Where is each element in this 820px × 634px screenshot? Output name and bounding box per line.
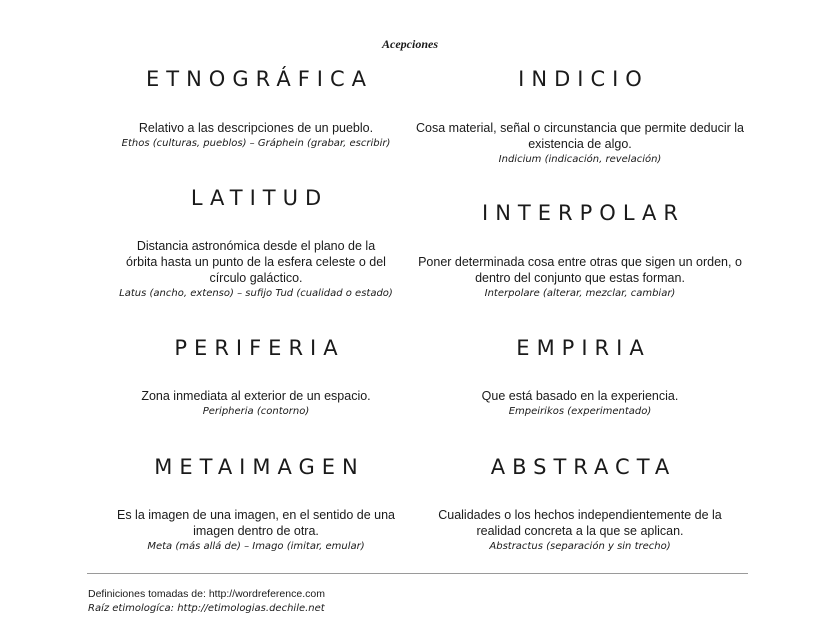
term-definition: Distancia astronómica desde el plano de la órbita hasta un punto de la esfera celeste o del círculo galáctico. xyxy=(126,239,386,285)
definitions-source: Definiciones tomadas de: http://wordreference.com xyxy=(88,588,325,600)
term-etymology: Indicium (indicación, revelación) xyxy=(498,154,662,165)
term-etymology: Interpolare (alterar, mezclar, cambiar) xyxy=(484,288,676,299)
term-etymology: Latus (ancho, extenso) – sufijo Tud (cualidad o estado) xyxy=(119,288,393,299)
term-title: METAIMAGEN xyxy=(154,455,365,479)
page-heading: Acepciones xyxy=(382,37,438,51)
term-etymology: Peripheria (contorno) xyxy=(202,406,310,417)
term-etymology: Meta (más allá de) – Imago (imitar, emular) xyxy=(147,541,365,552)
term-definition: Cosa material, señal o circunstancia que permite deducir la existencia de algo. xyxy=(416,121,744,151)
entry-latitud xyxy=(76,185,436,301)
term-title: ABSTRACTA xyxy=(490,455,677,479)
term-definition: Es la imagen de una imagen, en el sentido de una imagen dentro de otra. xyxy=(117,508,395,538)
term-definition: Cualidades o los hechos independientemente de la realidad concreta a la que se aplican. xyxy=(438,508,722,538)
term-definition: Relativo a las descripciones de un pueblo. xyxy=(138,121,374,135)
term-title: LATITUD xyxy=(190,186,329,210)
term-title: INTERPOLAR xyxy=(482,201,685,225)
term-title: ETNOGRÁFICA xyxy=(145,67,373,91)
etymology-source: Raíz etimologíca: http://etimologias.dechile.net xyxy=(88,603,325,614)
term-title: PERIFERIA xyxy=(174,336,345,360)
term-definition: Poner determinada cosa entre otras que sigen un orden, o dentro del conjunto que estas forman. xyxy=(418,255,742,285)
term-title: INDICIO xyxy=(518,67,649,91)
footer-divider xyxy=(87,573,748,574)
term-etymology: Ethos (culturas, pueblos) – Gráphein (grabar, escribir) xyxy=(121,138,391,149)
term-title: EMPIRIA xyxy=(516,336,651,360)
entry-etnografica xyxy=(76,66,436,151)
entry-periferia xyxy=(76,335,436,419)
entry-interpolar xyxy=(400,200,760,301)
term-etymology: Abstractus (separación y sin trecho) xyxy=(489,541,671,552)
entry-empiria xyxy=(400,335,760,419)
term-etymology: Empeirikos (experimentado) xyxy=(508,406,652,417)
term-definition: Zona inmediata al exterior de un espacio. xyxy=(141,389,371,403)
entry-indicio xyxy=(400,66,760,167)
entry-metaimagen xyxy=(76,454,436,554)
entry-abstracta xyxy=(400,454,760,554)
term-definition: Que está basado en la experiencia. xyxy=(481,389,679,403)
